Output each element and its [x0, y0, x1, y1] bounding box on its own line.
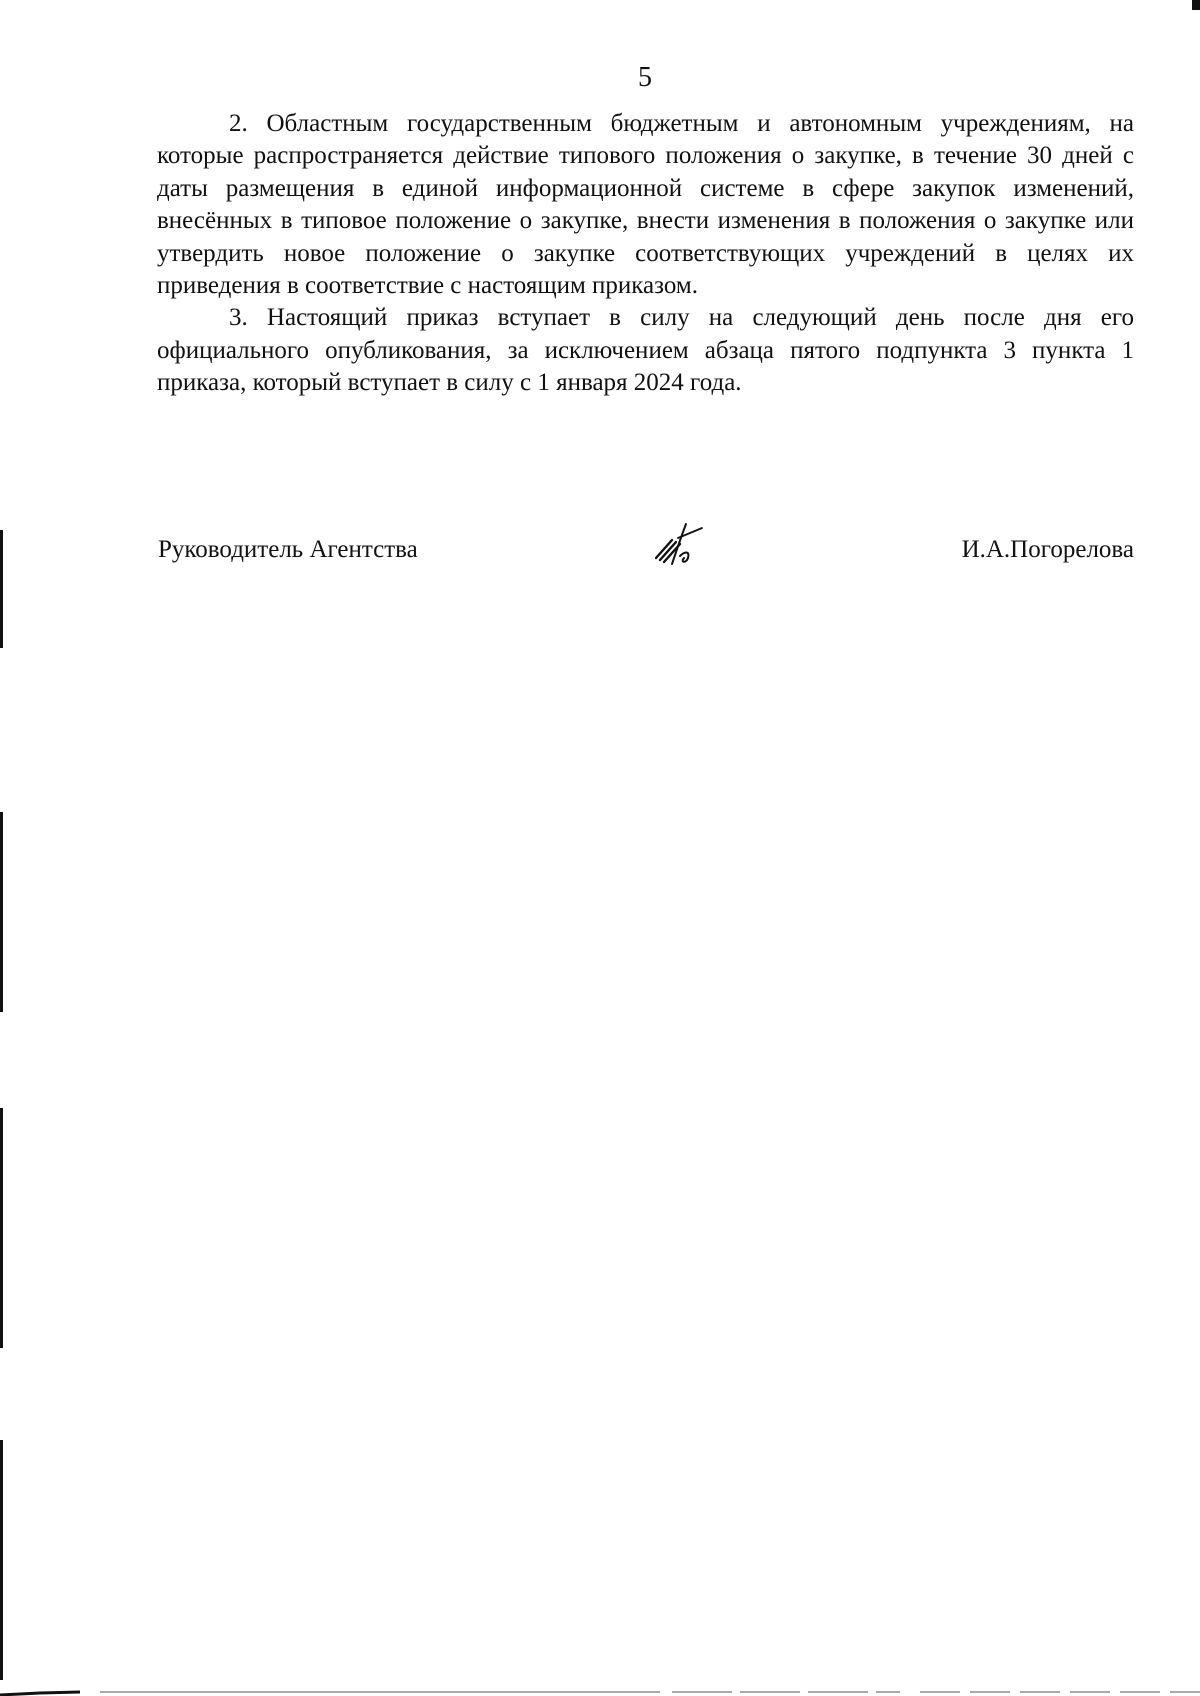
scan-bottom-edge: [0, 1688, 1200, 1696]
page-number: 5: [638, 62, 652, 93]
scan-edge-mark: [0, 1440, 3, 1680]
handwritten-signature: [650, 516, 704, 572]
signer-position: Руководитель Агентства: [158, 536, 418, 563]
signature-block: [158, 528, 1134, 578]
scan-edge-mark: [0, 812, 3, 1012]
scan-edge-mark: [0, 530, 3, 648]
signer-name: И.А.Погорелова: [961, 536, 1134, 563]
scan-edge-mark: [0, 1108, 3, 1348]
paragraph-3: 3. Настоящий приказ вступает в силу на следующий день после дня его официального опубликования, за исключением абзаца пятого подпункта 3 пункта 1 приказа, который вступает в силу с 1 января 2024 года.: [157, 304, 1134, 397]
document-body: [157, 108, 1134, 400]
paragraph-2: 2. Областным государственным бюджетным и автономным учреждениям, на которые распространяется действие типового положения о закупке, в течение 30 дней с даты размещения в единой информационной системе в сфере закупок изменений, внесённых в типовое положение о закупке, внести изменения в положения о закупке или утвердить новое положение о закупке соответствующих учреждений в целях их приведения в соответствие с настоящим приказом.: [157, 110, 1134, 300]
scan-edge-mark: [1192, 0, 1200, 10]
